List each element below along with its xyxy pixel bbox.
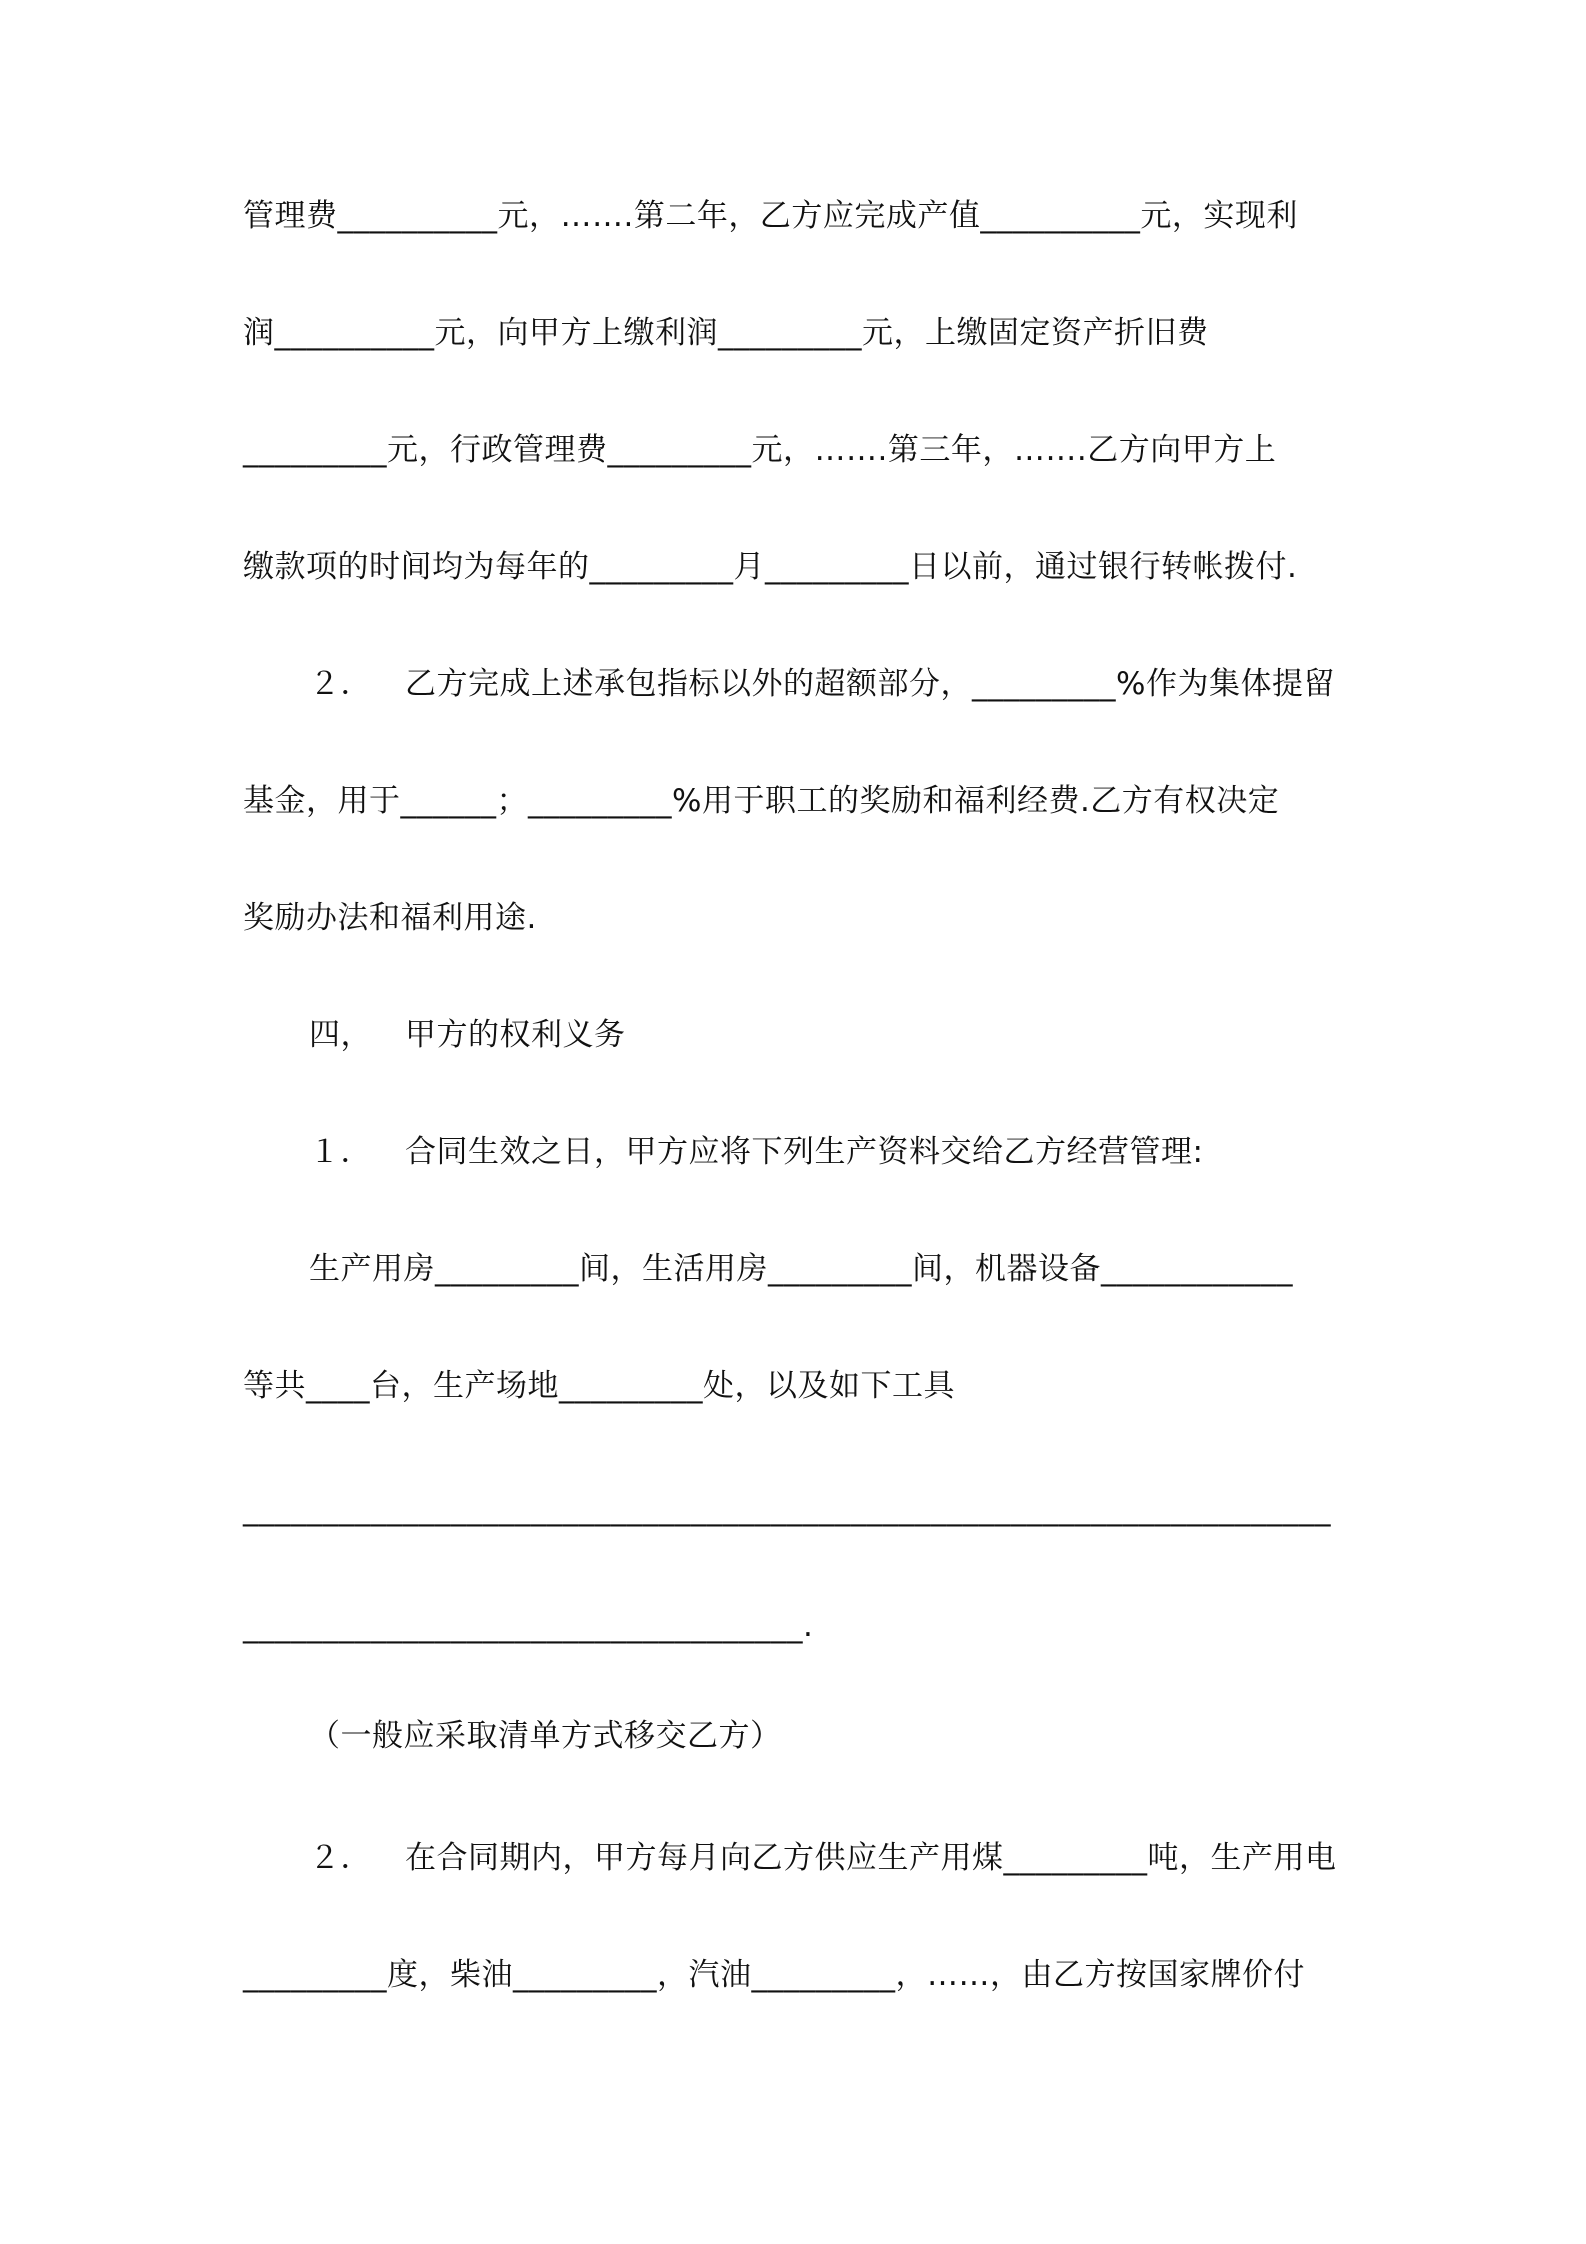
clause-4-1-line-2: 生产用房_________间，生活用房_________间，机器设备____________ xyxy=(309,1251,1293,1287)
clause-4-1-line-3: 等共____台，生产场地_________处，以及如下工具 xyxy=(243,1368,955,1404)
clause-3-2-continued-1: 基金，用于______；_________%用于职工的奖励和福利经费.乙方有权决定 xyxy=(243,783,1280,819)
clause-text: 乙方完成上述承包指标以外的超额部分，_________%作为集体提留 xyxy=(405,666,1335,702)
text-line-2: 润__________元，向甲方上缴利润_________元，上缴固定资产折旧费 xyxy=(243,315,1209,351)
clause-number: ２． xyxy=(309,666,372,702)
clause-4-1 xyxy=(309,1132,1429,1172)
clause-number: ２． xyxy=(309,1840,372,1876)
section-heading xyxy=(309,1015,1429,1055)
clause-4-2-continued: _________度，柴油_________，汽油_________，……，由乙方按国家牌价付 xyxy=(243,1957,1305,1993)
text-line-3: _________元，行政管理费_________元，…….第三年，…….乙方向甲方上 xyxy=(243,432,1277,468)
clause-text: 在合同期内，甲方每月向乙方供应生产用煤_________吨，生产用电 xyxy=(405,1840,1337,1876)
clause-4-1-line-5: ___________________________________. xyxy=(243,1608,814,1644)
clause-3-2-continued-2: 奖励办法和福利用途. xyxy=(243,900,537,936)
clause-number: １． xyxy=(309,1134,372,1170)
clause-4-1-line-4: ____________________________________________________________________ xyxy=(243,1491,1331,1527)
text-line-4: 缴款项的时间均为每年的_________月_________日以前，通过银行转帐拨付. xyxy=(243,549,1298,585)
section-number: 四， xyxy=(309,1017,372,1053)
clause-3-2 xyxy=(309,664,1429,704)
clause-text: 合同生效之日，甲方应将下列生产资料交给乙方经营管理: xyxy=(405,1134,1204,1170)
text-line-1: 管理费__________元，…….第二年，乙方应完成产值__________元，实现利 xyxy=(243,198,1298,234)
clause-4-1-note: （一般应采取清单方式移交乙方） xyxy=(309,1718,782,1754)
clause-4-2 xyxy=(309,1838,1429,1878)
section-title: 甲方的权利义务 xyxy=(405,1017,626,1053)
